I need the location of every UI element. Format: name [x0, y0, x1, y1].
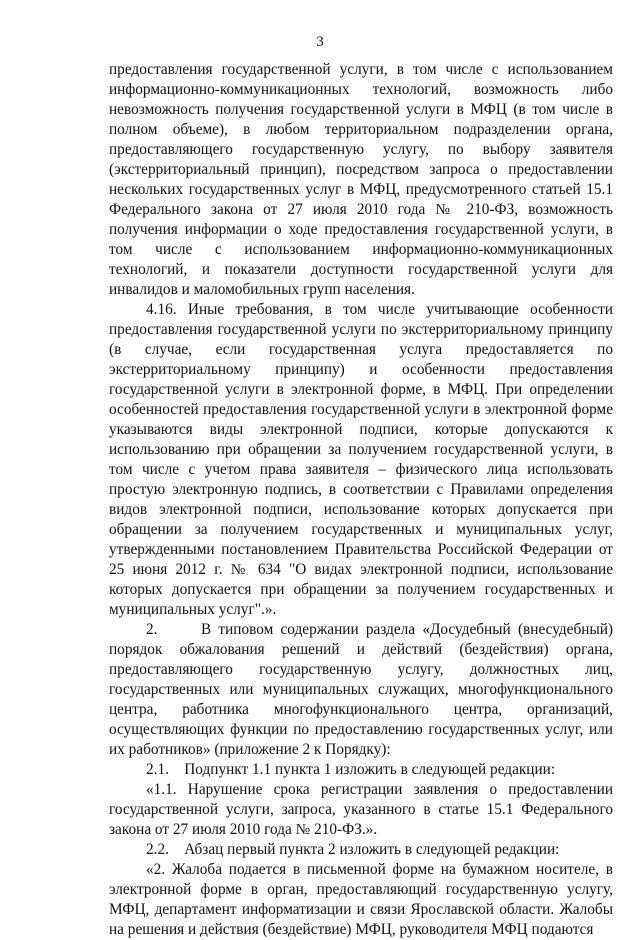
paragraph-2: 2. В типовом содержании раздела «Досудебный (внесудебный) порядок обжалования решений и действий (бездействия) органа, предоставляющего государственную услугу, должностных лиц, государственных или муниципальных служащих, многофункционального центра, работника многофункционального центра, организаций, осуществляющих функции по предоставлению государственных услуг, или их работников» (приложение 2 к Порядку):	[109, 621, 617, 758]
paragraph-1-1-quote: «1.1. Нарушение срока регистрации заявления о предоставлении государственной услуги, запроса, указанного в статье 15.1 Федерального закона от 27 июля 2010 года № 210-ФЗ.».	[109, 781, 613, 838]
paragraph-complaint-quote: «2. Жалоба подается в письменной форме на бумажном носителе, в электронной форме в орган, предоставляющий государственную услугу, МФЦ, департамент информатизации и связи Ярославской области. Жалобы на решения и действия (бездействие) МФЦ, руководителя МФЦ подаются	[109, 861, 613, 938]
paragraph-2-2: 2.2. Абзац первый пункта 2 изложить в следующей редакции:	[146, 841, 560, 858]
paragraph-4-16: 4.16. Иные требования, в том числе учитывающие особенности предоставления государственной услуги по экстерриториальному принципу (в случае, если государственная услуга предоставляется по экстерриториальному принципу) и особенности предоставления государственной услуги в электронной форме, в МФЦ. При определении особенностей предоставления государственной услуги в электронной форме указываются виды электронной подписи, которые допускаются к использованию при обращении за получением государственной услуги, в том числе с учетом права заявителя – физического лица использовать простую электронную подпись, в соответствии с Правилами определения видов электронной подписи, использование которых допускается при обращении за получением государственных и муниципальных услуг, утвержденными постановлением Правительства Российской Федерации от 25 июня 2012 г. № 634 "О видах электронной подписи, использование которых допускается при обращении за получением государственных и муниципальных услуг".».	[109, 301, 613, 618]
paragraph-continuation: предоставления государственной услуги, в том числе с использованием информационно-коммуникационных технологий, возможность либо невозможность получения государственной услуги в МФЦ (в том числе в полном объеме), в любом территориальном подразделении органа, предоставляющего государственную услугу, по выбору заявителя (экстерриториальный принцип), посредством запроса о предоставлении нескольких государственных услуг в МФЦ, предусмотренного статьей 15.1 Федерального закона от 27 июля 2010 года № 210-ФЗ, возможность получения информации о ходе предоставления государственной услуги, в том числе с использованием информационно-коммуникационных технологий, и показатели доступности государственной услуги для инвалидов и маломобильных групп населения.	[109, 61, 613, 298]
paragraph-2-1: 2.1. Подпункт 1.1 пункта 1 изложить в следующей редакции:	[146, 761, 556, 778]
page-number: 3	[316, 34, 324, 50]
document-body	[109, 60, 617, 940]
